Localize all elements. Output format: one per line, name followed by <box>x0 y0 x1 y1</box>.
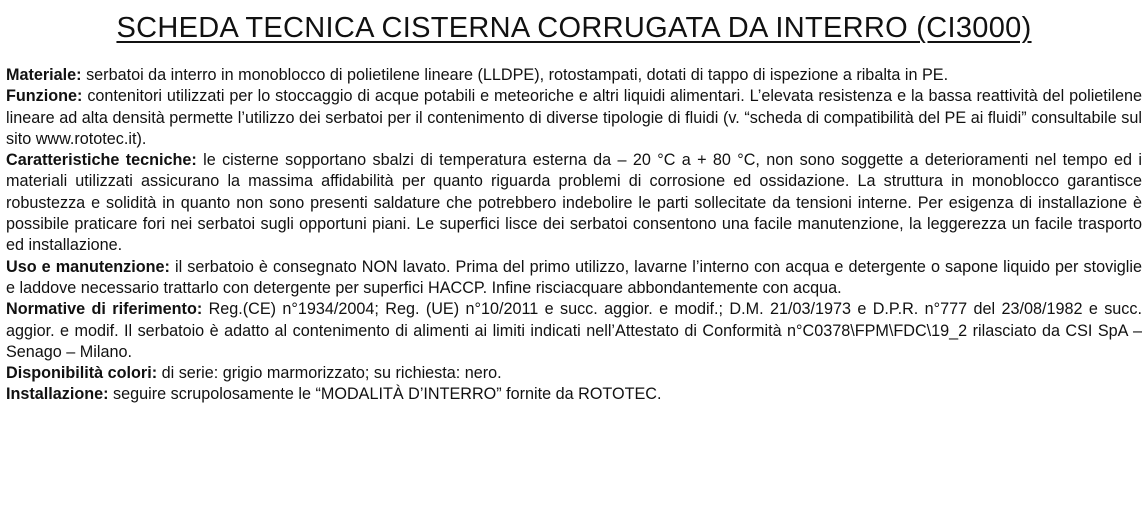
section-installazione <box>6 384 1142 405</box>
section-disponibilita-colori <box>6 363 1142 384</box>
section-text: serbatoi da interro in monoblocco di polietilene lineare (LLDPE), rotostampati, dotati di tappo di ispezione a ribalta in PE. <box>81 66 949 84</box>
section-text: Reg.(CE) n°1934/2004; Reg. (UE) n°10/2011 e succ. aggior. e modif.; D.M. 21/03/1973 e D.P.R. n°777 del 23/08/1982 e succ. aggior. e modif. Il serbatoio è adatto al contenimento di alimenti ai limiti indicati nell’Attestato di Conformità n°C0378\FPM\FDC\19_2 rilasciato da CSI SpA – Senago – Milano. <box>6 300 1142 361</box>
section-text: seguire scrupolosamente le “MODALITÀ D’INTERRO” fornite da ROTOTEC. <box>108 385 662 404</box>
section-normative-di-riferimento <box>6 299 1142 363</box>
section-label: Normative di riferimento: <box>6 300 203 319</box>
section-text: il serbatoio è consegnato NON lavato. Prima del primo utilizzo, lavarne l’interno con acqua e detergente o sapone liquido per stoviglie e laddove necessario trattarlo con detergente per superfici HACCP. Infine risciacquare abbondantemente con acqua. <box>6 257 1142 297</box>
section-text: contenitori utilizzati per lo stoccaggio di acque potabili e meteoriche e altri liquidi alimentari. L’elevata resistenza e la bassa reattività del polietilene lineare ad alta densità permette l’utilizzo dei serbatoi per il contenimento di diverse tipologie di fluidi (v. “scheda di compatibilità del PE ai fluidi” consultabile sul sito www.rototec.it). <box>6 87 1142 148</box>
section-label: Uso e manutenzione: <box>6 257 170 276</box>
section-label: Installazione: <box>6 385 109 404</box>
section-funzione <box>6 86 1142 150</box>
section-label: Disponibilità colori: <box>6 364 158 383</box>
section-materiale <box>6 65 1142 86</box>
section-text: di serie: grigio marmorizzato; su richiesta: nero. <box>157 364 502 383</box>
section-label: Funzione: <box>6 87 83 106</box>
document-body <box>6 65 1142 406</box>
section-text: le cisterne sopportano sbalzi di temperatura esterna da – 20 °C a + 80 °C, non sono soggette a deterioramenti nel tempo ed i materiali utilizzati assicurano la massima affidabilità per quanto riguarda problemi di corrosione ed ossidazione. La struttura in monoblocco garantisce robustezza e solidità in quanto non sono presenti saldature che potrebbero indebolire le parti sollecitate da tensioni interne. Per esigenza di installazione è possibile praticare fori nei serbatoi sugli opportuni piani. Le superfici lisce dei serbatoi consentono una facile manutenzione, la leggerezza un facile trasporto ed installazione. <box>6 151 1142 255</box>
document-title-text: SCHEDA TECNICA CISTERNA CORRUGATA DA INTERRO (CI3000) <box>116 12 1032 44</box>
section-label: Materiale: <box>6 66 82 84</box>
section-uso-e-manutenzione <box>6 257 1142 300</box>
section-caratteristiche-tecniche <box>6 150 1142 256</box>
section-label: Caratteristiche tecniche: <box>6 151 197 170</box>
document-title <box>0 8 1148 45</box>
